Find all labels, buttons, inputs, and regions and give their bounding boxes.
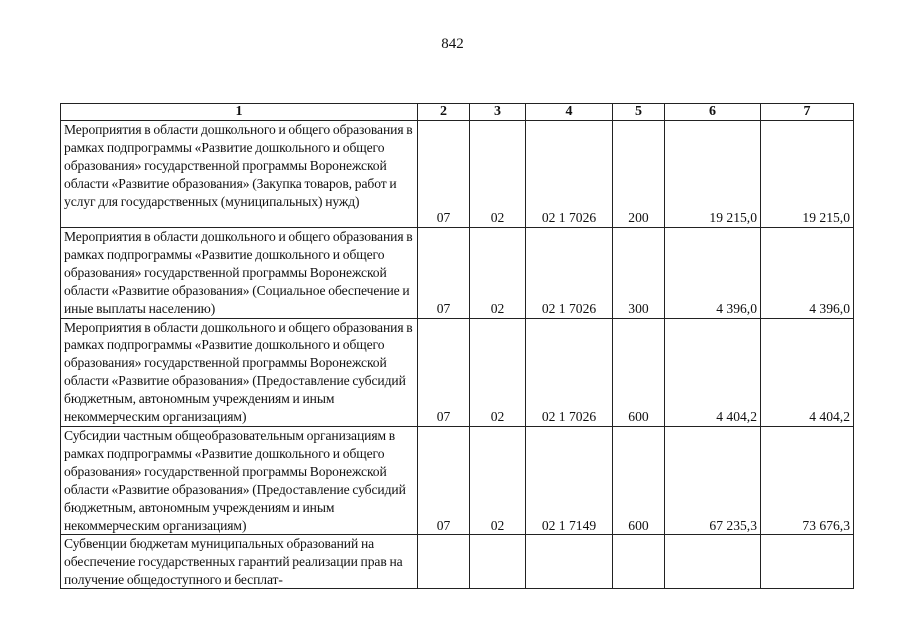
cell-amount-1: 4 404,2	[665, 318, 761, 426]
cell-section: 07	[418, 426, 470, 534]
row-description: Мероприятия в области дошкольного и общего образования в рамках подпрограммы «Развитие дошкольного и общего образования» государственной программы Воронежской области «Развитие образования» (Социальное обеспечение и иные выплаты населению)	[61, 228, 418, 319]
row-description: Мероприятия в области дошкольного и общего образования в рамках подпрограммы «Развитие дошкольного и общего образования» государственной программы Воронежской области «Развитие образования» (Закупка товаров, работ и услуг для государственных (муниципальных) нужд)	[61, 121, 418, 228]
cell-subsection: 02	[470, 228, 526, 319]
col-header-6: 6	[665, 104, 761, 121]
row-description: Субсидии частным общеобразовательным организациям в рамках подпрограммы «Развитие дошкольного и общего образования» государственной программы Воронежской области «Развитие образования» (Предоставление субсидий бюджетным, автономным учреждениям и иным некоммерческим организациям)	[61, 426, 418, 534]
cell-section: 07	[418, 121, 470, 228]
col-header-4: 4	[526, 104, 613, 121]
cell-amount-2: 4 404,2	[761, 318, 854, 426]
cell-amount-2: 73 676,3	[761, 426, 854, 534]
cell-subsection: 02	[470, 318, 526, 426]
cell-subsection	[470, 535, 526, 589]
table-row	[61, 535, 854, 589]
cell-target-item	[526, 535, 613, 589]
cell-amount-2: 4 396,0	[761, 228, 854, 319]
table-row	[61, 426, 854, 534]
row-description-text: Субвенции бюджетам муниципальных образований на обеспечение государственных гарантий реализации прав на получение общедоступного и бесплат-	[64, 536, 403, 588]
cell-target-item: 02 1 7026	[526, 318, 613, 426]
col-header-5: 5	[613, 104, 665, 121]
cell-expense-type: 600	[613, 318, 665, 426]
cell-expense-type: 600	[613, 426, 665, 534]
cell-expense-type: 200	[613, 121, 665, 228]
table-row	[61, 121, 854, 228]
col-header-3: 3	[470, 104, 526, 121]
cell-expense-type: 300	[613, 228, 665, 319]
cell-amount-1	[665, 535, 761, 589]
cell-amount-2: 19 215,0	[761, 121, 854, 228]
cell-amount-2	[761, 535, 854, 589]
col-header-2: 2	[418, 104, 470, 121]
cell-section: 07	[418, 318, 470, 426]
cell-target-item: 02 1 7149	[526, 426, 613, 534]
page-number: 842	[441, 36, 464, 52]
cell-subsection: 02	[470, 121, 526, 228]
cell-subsection: 02	[470, 426, 526, 534]
cell-amount-1: 67 235,3	[665, 426, 761, 534]
cell-section	[418, 535, 470, 589]
col-header-1: 1	[61, 104, 418, 121]
cell-section: 07	[418, 228, 470, 319]
cell-expense-type	[613, 535, 665, 589]
row-description	[61, 535, 418, 589]
cell-amount-1: 19 215,0	[665, 121, 761, 228]
cell-amount-1: 4 396,0	[665, 228, 761, 319]
col-header-7: 7	[761, 104, 854, 121]
header-row	[61, 104, 854, 121]
table-row	[61, 228, 854, 319]
table-row	[61, 318, 854, 426]
row-description: Мероприятия в области дошкольного и общего образования в рамках подпрограммы «Развитие дошкольного и общего образования» государственной программы Воронежской области «Развитие образования» (Предоставление субсидий бюджетным, автономным учреждениям и иным некоммерческим организациям)	[61, 318, 418, 426]
cell-target-item: 02 1 7026	[526, 121, 613, 228]
cell-target-item: 02 1 7026	[526, 228, 613, 319]
budget-table	[60, 103, 854, 589]
